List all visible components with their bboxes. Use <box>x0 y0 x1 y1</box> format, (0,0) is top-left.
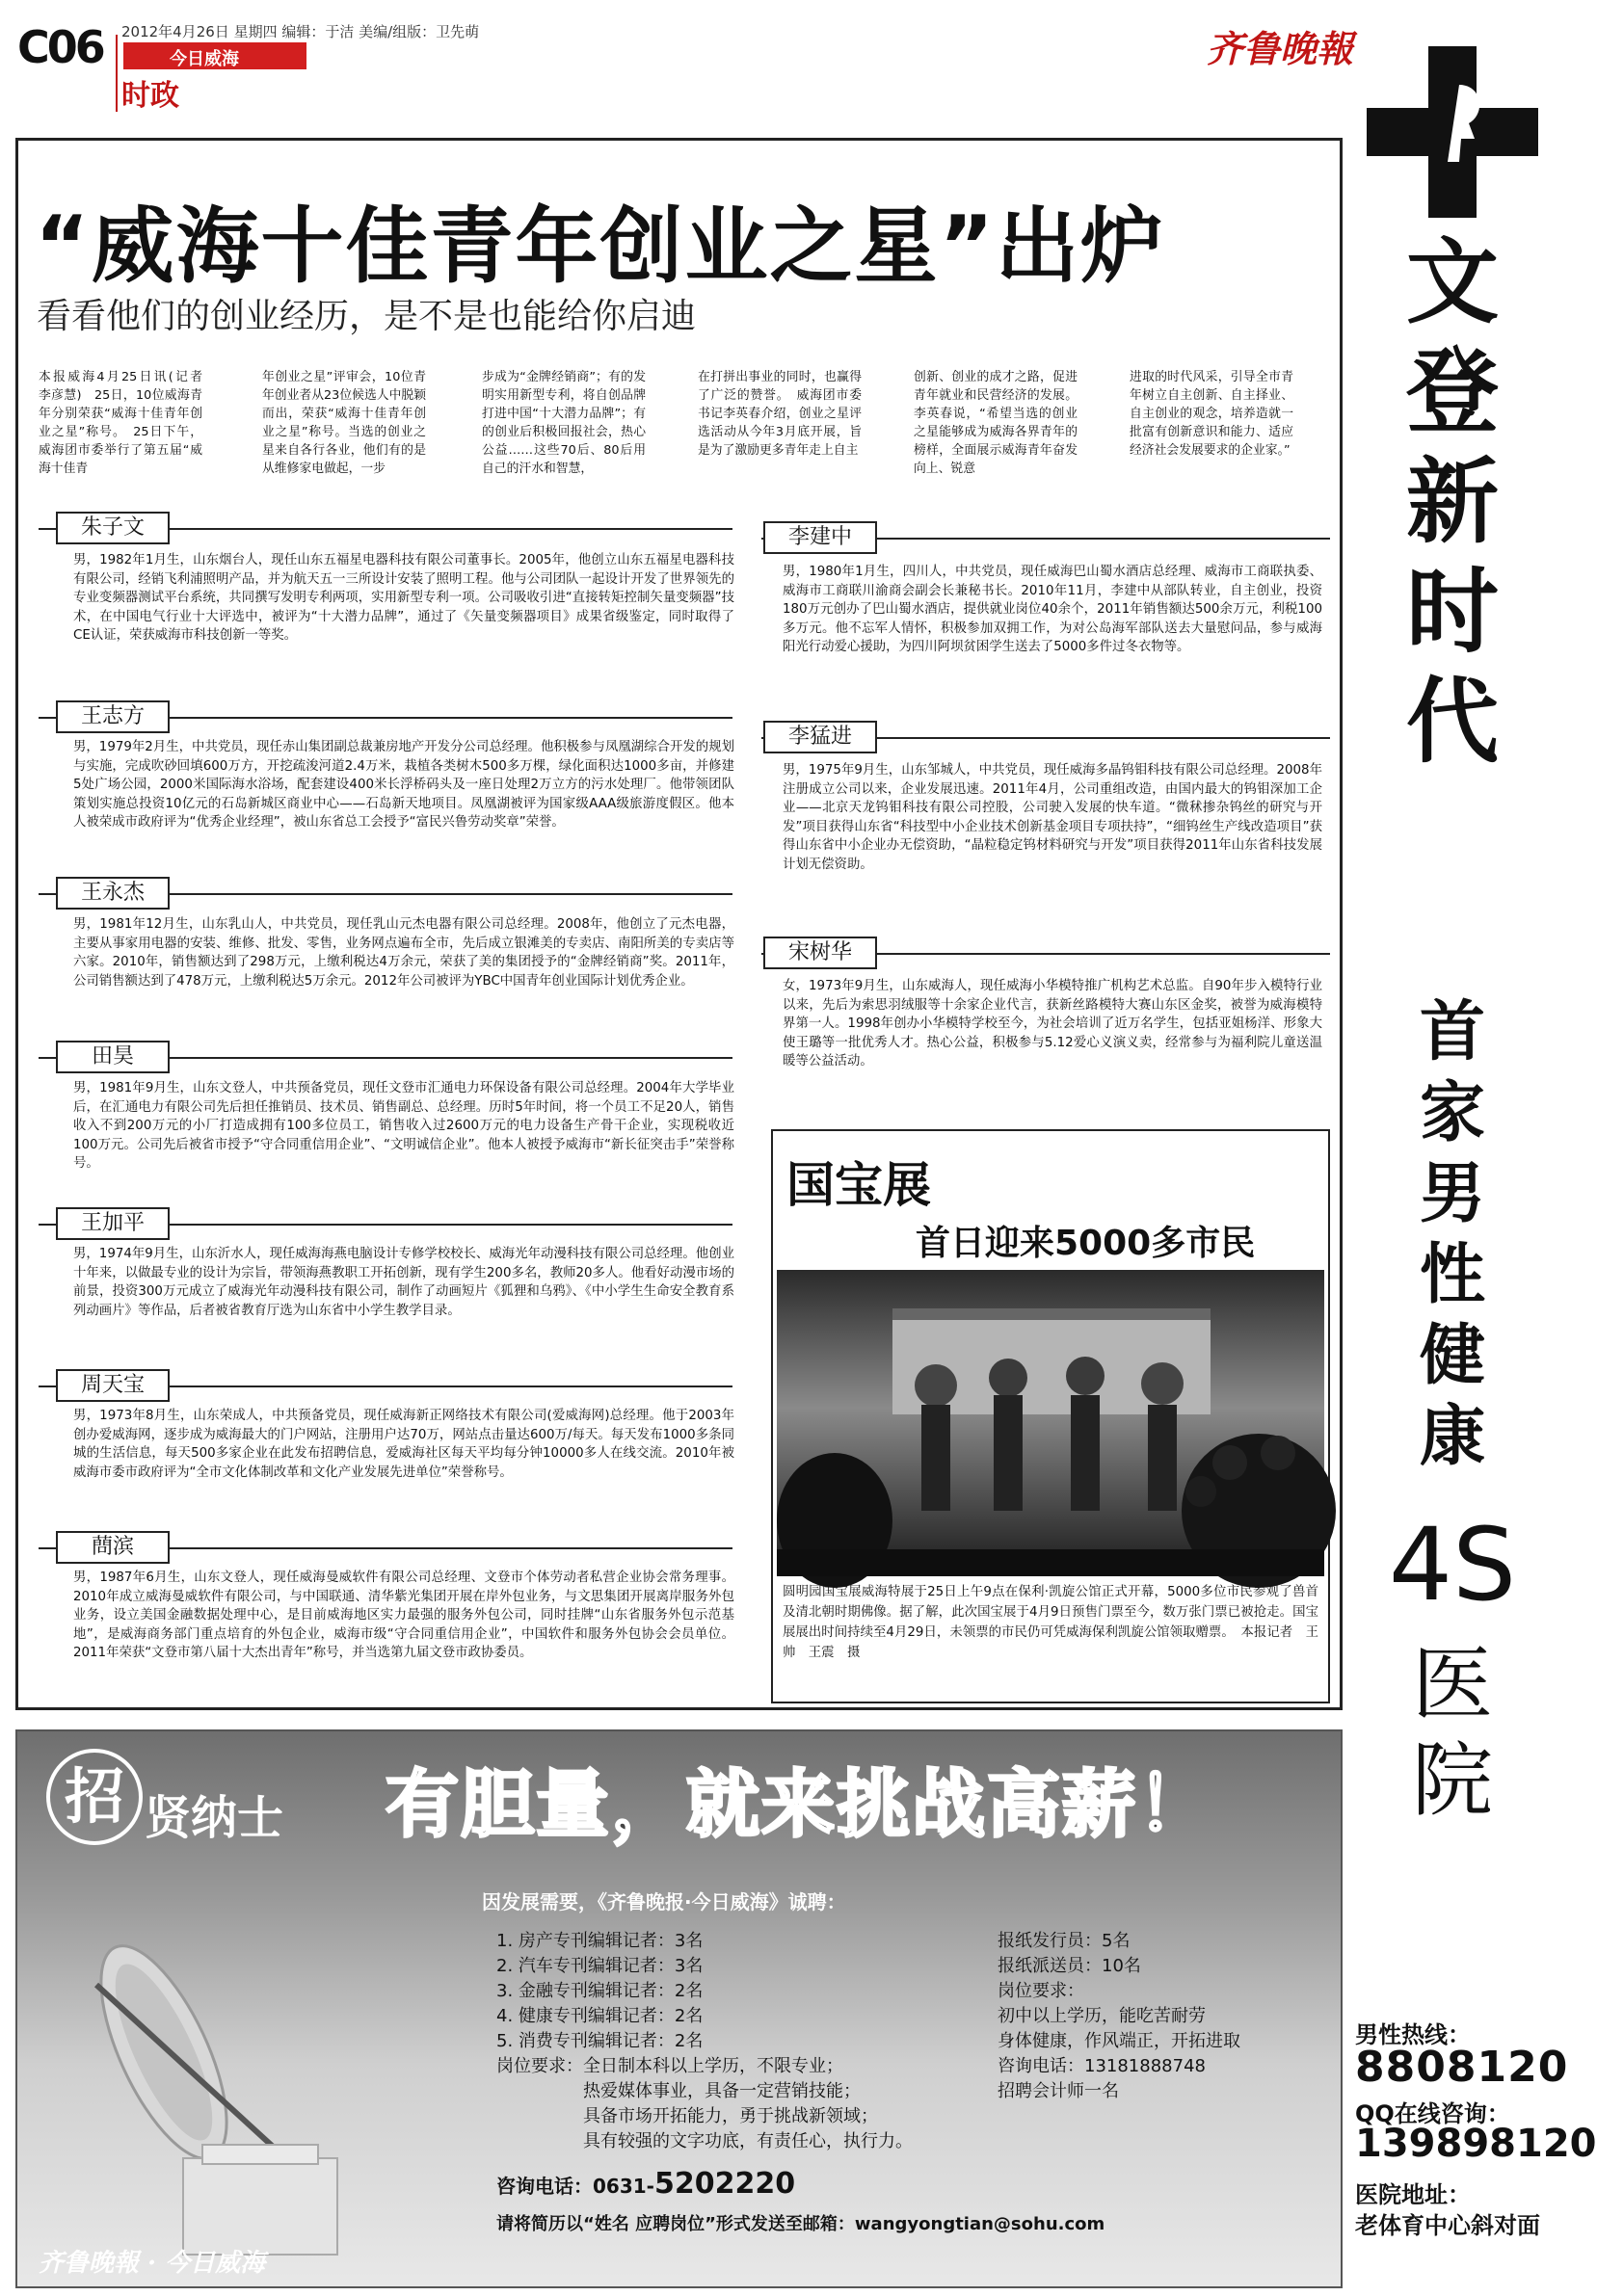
ad-char: 院 <box>1411 1733 1493 1828</box>
profile-name: 王永杰 <box>56 877 170 910</box>
job-requirement: 岗位要求：全日制本科以上学历，不限专业； <box>496 2056 843 2076</box>
profile-name: 田昊 <box>56 1041 170 1073</box>
footer-logo: 齐鲁晚報 · 今日威海 <box>39 2249 266 2278</box>
article-subhead: 看看他们的创业经历，是不是也能给你启迪 <box>37 297 697 336</box>
qq-number: 139898120 <box>1355 2122 1597 2166</box>
address-label: 医院地址： <box>1355 2181 1471 2208</box>
intro-column: 创新、创业的成才之路，促进青年就业和民营经济的发展。李英春说，“希望当选的创业之星能够成为威海各界青年的榜样，全面展示威海青年奋发向上、锐意 <box>914 370 1078 476</box>
job-item: 报纸发行员：5名 <box>998 1931 1131 1951</box>
job-item: 1. 房产专刊编辑记者：3名 <box>496 1931 704 1951</box>
ad-char: 首 <box>1419 994 1485 1070</box>
profile-name: 朱子文 <box>56 512 170 544</box>
profile-name: 蔄滨 <box>56 1531 170 1564</box>
intro-column: 本报威海4月25日讯(记者 李彦慧) 25日，10位威海青年分别荣获“威海十佳青年创业之星”称号。 25日下午，威海团市委举行了第五届“威海十佳青 <box>39 370 215 476</box>
job-contact: 咨询电话：13181888748 <box>998 2056 1206 2076</box>
section-tag: 今日威海 <box>123 42 306 69</box>
hotline-label: 男性热线： <box>1355 2021 1471 2048</box>
cross-logo-icon <box>1367 46 1538 218</box>
qq-label: QQ在线咨询： <box>1355 2100 1510 2127</box>
recruit-left-list <box>496 1929 913 2154</box>
ad-char: 医 <box>1411 1637 1493 1731</box>
intro-column: 进取的时代风采，引导全市青年树立自主创新、自主择业、自主创业的观念，培养造就一批富有创新意识和能力、适应经济社会发展要求的企业家。” <box>1130 370 1293 458</box>
recruit-badge: 招 <box>46 1749 143 1845</box>
header-divider <box>116 35 118 112</box>
ad-char: 家 <box>1419 1075 1485 1151</box>
recruit-heading: 贤纳士 <box>145 1791 284 1845</box>
job-requirement: 身体健康，作风端正，开拓进取 <box>998 2031 1240 2051</box>
phone-prefix: 0631- <box>593 2175 654 2198</box>
recruit-email-line: 请将简历以“姓名 应聘岗位”形式发送至邮箱：wangyongtian@sohu.com <box>496 2214 1105 2234</box>
recruit-slogan: 有胆量，就来挑战高薪！ <box>386 1761 1212 1847</box>
ad-char: 时 <box>1406 558 1499 666</box>
section-title: 时政 <box>121 79 179 113</box>
intro-column: 在打拼出事业的同时，也赢得了广泛的赞誉。 威海团市委书记李英春介绍，创业之星评选活动从今年3月底开展，旨是为了激励更多青年走上自主 <box>698 370 862 458</box>
recruit-right-list <box>998 1929 1240 2104</box>
article-headline: “威海十佳青年创业之星”出炉 <box>35 198 1166 295</box>
ad-char: 代 <box>1406 668 1499 776</box>
profile-bio: 男，1982年1月生，山东烟台人，现任山东五福星电器科技有限公司董事长。2005年，他创立山东五福星电器科技有限公司，经销飞利浦照明产品，并为航天五一三所设计安装了照明工程。他与公司团队一起设计开发了世界领先的专业变频器测试平台系统，共同撰写发明专利两项，实用新型专利一项。公司吸收引进“直接转矩控制矢量变频器”技术，在中国电气行业十大评选中，被评为“十大潜力品牌”，通过了《矢量变频器项目》成果省级鉴定，同时取得了CE认证，荣获威海市科技创新一等奖。 <box>73 553 734 643</box>
page-number: C06 <box>17 21 103 73</box>
ad-char: 文 <box>1406 228 1499 336</box>
profile-bio: 男，1974年9月生，山东沂水人，现任威海海燕电脑设计专修学校校长、威海光年动漫科技有限公司总经理。他创业十年来，以做最专业的设计为宗旨，带领海燕教职工开拓创新，现有学生200多名，教师20多人。他看好动漫市场的前景，投资300万元成立了威海光年动漫科技有限公司，制作了动画短片《狐狸和乌鸦》、《中小学生生命安全教育系列动画片》等作品，后者被省教育厅选为山东省中小学生教学目录。 <box>73 1247 734 1318</box>
job-requirement: 初中以上学历，能吃苦耐劳 <box>998 2006 1206 2026</box>
job-item: 3. 金融专刊编辑记者：2名 <box>496 1981 704 2001</box>
job-requirement: 具备市场开拓能力，勇于挑战新领域； <box>496 2106 878 2126</box>
ad-char: 康 <box>1419 1399 1485 1475</box>
profile-bio: 男，1987年6月生，山东文登人，现任威海曼威软件有限公司总经理、文登市个体劳动者私营企业协会常务理事。2010年成立威海曼威软件有限公司，与中国联通、清华紫光集团开展在岸外包业务，与文思集团开展离岸服务外包业务，设立美国金融数据处理中心，是目前威海地区实力最强的服务外包公司，同时挂牌“山东省服务外包示范基地”，是威海商务部门重点培育的外包企业，威海市级“守合同重信用企业”，中国软件和服务外包协会会员单位。2011年荣获“文登市第八届十大杰出青年”称号，并当选第九届文登市政协委员。 <box>73 1570 734 1660</box>
ad-char: 男 <box>1419 1156 1485 1232</box>
profile-name: 李建中 <box>763 521 877 554</box>
recruit-phone-line <box>496 2167 796 2201</box>
intro-column: 步成为“金牌经销商”；有的发明实用新型专利，将自创品牌打进中国“十大潜力品牌”；有的创业后积极回报社会，热心公益……这些70后、80后用自己的汗水和智慧， <box>482 370 646 476</box>
hospital-address: 老体育中心斜对面 <box>1355 2212 1540 2239</box>
photo-feature-subtitle: 首日迎来5000多市民 <box>916 1224 1256 1263</box>
phone-label: 咨询电话： <box>496 2175 593 2198</box>
profile-name: 王加平 <box>56 1207 170 1240</box>
job-requirement: 岗位要求： <box>998 1981 1084 2001</box>
recruit-intro: 因发展需要，《齐鲁晚报·今日威海》诚聘： <box>482 1890 846 1913</box>
job-requirement: 具有较强的文字功底，有责任心，执行力。 <box>496 2131 913 2151</box>
ad-char: 登 <box>1406 338 1499 446</box>
profile-bio: 男，1973年8月生，山东荣成人，中共预备党员，现任威海新正网络技术有限公司(爱威海网)总经理。他于2003年创办爱威海网，逐步成为威海最大的门户网站，注册用户达70万，网站点击量达600万/每天。每天发布1000多条同城的生活信息，每天500多家企业在此发布招聘信息，爱威海社区每天平均每分钟10000多人在线交流。2010年被威海市委市政府评为“全市文化体制改革和文化产业发展先进单位”荣誉称号。 <box>73 1409 734 1480</box>
ad-char: 健 <box>1419 1318 1485 1394</box>
job-item: 招聘会计师一名 <box>998 2081 1119 2101</box>
job-item: 2. 汽车专刊编辑记者：3名 <box>496 1956 704 1976</box>
job-item: 5. 消费专刊编辑记者：2名 <box>496 2031 704 2051</box>
profile-bio: 女，1973年9月生，山东威海人，现任威海小华模特推广机构艺术总监。自90年步入模特行业以来，先后为索思羽绒服等十余家企业代言，获新丝路模特大赛山东区金奖，被誉为威海模特界第一人。1998年创办小华模特学校至今，为社会培训了近万名学生，包括亚姐杨洋、形象大使王璐等一批优秀人才。热心公益，积极参与5.12爱心义演义卖，经常参与为福利院儿童送温暖等公益活动。 <box>783 979 1322 1069</box>
profile-name: 王志方 <box>56 700 170 733</box>
profile-name: 李猛进 <box>763 721 877 753</box>
header-meta: 2012年4月26日 星期四 编辑：于洁 美编/组版：卫先萌 <box>121 23 480 40</box>
ad-char: 新 <box>1406 448 1499 556</box>
ad-char: 4S <box>1388 1506 1517 1623</box>
phone-number: 5202220 <box>653 2167 796 2201</box>
profile-bio: 男，1981年9月生，山东文登人，中共预备党员，现任文登市汇通电力环保设备有限公司总经理。2004年大学毕业后，在汇通电力有限公司先后担任推销员、技术员、销售副总、总经理。历时5年时间，将一个员工不足20人，销售收入不到200万元的小厂打造成拥有100多位员工，销售收入过2600万元的电力设备生产骨干企业，实现税收近100万元。公司先后被省市授予“守合同重信用企业”、“文明诚信企业”。他本人被授予威海市“新长征突击手”荣誉称号。 <box>73 1081 734 1171</box>
profile-bio: 男，1975年9月生，山东邹城人，中共党员，现任威海多晶钨钼科技有限公司总经理。2008年注册成立公司以来，企业发展迅速。2011年4月，公司重组改造，由国内最大的钨钼深加工企业——北京天龙钨钼科技有限公司控股，公司驶入发展的快车道。“微秫掺杂钨丝的研究与开发”项目获得山东省“科技型中小企业技术创新基金项目专项扶持”，“细钨丝生产线改造项目”获得山东省中小企业办无偿资助，“晶粒稳定钨材料研究与开发”项目获得2011年山东省科技发展计划无偿资助。 <box>783 763 1322 872</box>
job-item: 4. 健康专刊编辑记者：2名 <box>496 2006 704 2026</box>
profile-name: 宋树华 <box>763 937 877 969</box>
profile-bio: 男，1981年12月生，山东乳山人，中共党员，现任乳山元杰电器有限公司总经理。2008年，他创立了元杰电器，主要从事家用电器的安装、维修、批发、零售，业务网点遍布全市，先后成立银滩美的专卖店、南阳所美的专卖店等六家。2010年，销售额达到了298万元，上缴利税达4万余元，荣获了美的集团授予的“金牌经销商”奖。2011年，公司销售额达到了478万元，上缴利税达5万余元。2012年公司被评为YBC中国青年创业国际计划优秀企业。 <box>73 917 734 989</box>
masthead-logo: 齐鲁晚報 <box>1207 27 1354 70</box>
profile-bio: 男，1980年1月生，四川人，中共党员，现任威海巴山蜀水酒店总经理、威海市工商联执委、威海市工商联川渝商会副会长兼秘书长。2010年11月，李建中从部队转业，自主创业，投资180万元创办了巴山蜀水酒店，提供就业岗位40余个，2011年销售额达500余万元，利税100多万元。他不忘军人情怀，积极参加双拥工作，为对公岛海军部队送去大量慰问品，参与威海阳光行动爱心援助，为四川阿坝贫困学生送去了5000多件过冬衣物等。 <box>783 565 1322 654</box>
ad-char: 性 <box>1419 1237 1485 1313</box>
job-item: 报纸派送员：10名 <box>998 1956 1141 1976</box>
profile-bio: 男，1979年2月生，中共党员，现任赤山集团副总裁兼房地产开发分公司总经理。他积极参与凤凰湖综合开发的规划与实施，完成吹砂回填600万方，开挖疏浚河道2.4万米，栽植各类树木500多万棵，绿化面积达1000多亩，并修建5处广场公园，2000米国际海水浴场，配套建设400米长浮桥码头及一座日处理2万立方的污水处理厂。他带领团队策划实施总投资10亿元的石岛新城区商业中心——石岛新天地项目。凤凰湖被评为国家级AAA级旅游度假区。他本人被荣成市政府评为“优秀企业经理”，被山东省总工会授予“富民兴鲁劳动奖章”荣誉。 <box>73 740 734 830</box>
job-requirement: 热爱媒体事业，具备一定营销技能； <box>496 2081 861 2101</box>
intro-column: 年创业之星”评审会，10位青年创业者从23位候选人中脱颖而出，荣获“威海十佳青年创业之星”称号。当选的创业之星来自各行各业，他们有的是从维修家电做起，一步 <box>262 370 426 476</box>
photo-feature-title: 国宝展 <box>786 1157 931 1213</box>
sundial-icon <box>39 1927 366 2255</box>
photo-caption: 圆明园国宝展威海特展于25日上午9点在保利·凯旋公馆正式开幕，5000多位市民参观了兽首及清北朝时期佛像。据了解，此次国宝展于4月9日预售门票至今，数万张门票已被抢走。国宝展展出时间持续至4月29日，未领票的市民仍可凭威海保利凯旋公馆领取赠票。 本报记者 王帅 王震 摄 <box>783 1585 1318 1660</box>
hotline-number: 8808120 <box>1355 2043 1569 2092</box>
profile-name: 周天宝 <box>56 1369 170 1402</box>
exhibition-photo <box>777 1270 1324 1576</box>
